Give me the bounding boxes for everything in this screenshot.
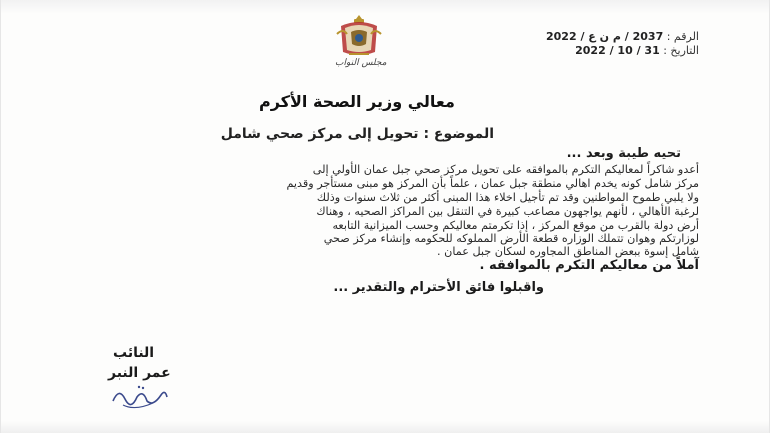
subject-line bbox=[221, 126, 494, 142]
body-line: أعدو شاكراً لمعاليكم التكرم بالموافقه على تحويل مركز صحي جبل عمان الأولي إلى bbox=[312, 163, 699, 176]
body-line: أرض دولة بالقرب من موقع المركز ، إذا تكرمتم معاليكم وحسب الميزانية التابعه bbox=[332, 219, 699, 232]
handwritten-signature-icon bbox=[109, 379, 171, 413]
page-bottom-shadow bbox=[1, 421, 770, 433]
body-line: لرغبة الأهالي ، لأنهم يواجهون مصاعب كبيرة في التنقل بين المراكز الصحيه ، وهناك bbox=[316, 205, 699, 218]
page-top-shadow bbox=[1, 0, 770, 14]
signatory-title: النائب bbox=[113, 345, 155, 361]
closing-line: واقبلوا فائق الأحترام والتقدير ... bbox=[333, 280, 544, 295]
emblem-caption: مجلس النواب bbox=[335, 58, 387, 68]
subject-text: تحويل إلى مركز صحي شامل bbox=[220, 126, 419, 142]
body-line: مركز شامل كونه يخدم اهالي منطقة جبل عمان ، علماً بأن المركز هو مبنى مستأجر وقديم bbox=[286, 177, 699, 190]
reference-label: الرقم : bbox=[666, 30, 699, 43]
body-line: شامل إسوة ببعض المناطق المجاوره لسكان جبل عمان . bbox=[437, 245, 699, 258]
subject-label: الموضوع : bbox=[423, 126, 494, 142]
greeting: تحيه طيبة وبعد ... bbox=[566, 146, 681, 161]
date-label: التاريخ : bbox=[663, 44, 699, 57]
reference-value: 2037 / م ن ع / 2022 bbox=[546, 30, 664, 43]
hope-line: آملاً من معاليكم التكرم بالموافقه . bbox=[479, 258, 699, 273]
addressee: معالي وزير الصحة الأكرم bbox=[259, 92, 455, 111]
signatory-name: عمر النبر bbox=[108, 365, 171, 381]
body-line: لوزارتكم وهوان تتملك الوزاره قطعة الأرض المملوكه للحكومه وإنشاء مركز صحي bbox=[323, 232, 699, 245]
letter-date bbox=[575, 44, 699, 57]
date-value: 31 / 10 / 2022 bbox=[575, 44, 660, 57]
jordan-coat-of-arms-icon bbox=[333, 12, 385, 60]
reference-number bbox=[546, 30, 699, 43]
body-line: ولا يلبي طموح المواطنين وقد تم تأجيل اخلاء هذا المبنى أكثر من ثلاث سنوات وذلك bbox=[316, 191, 699, 204]
